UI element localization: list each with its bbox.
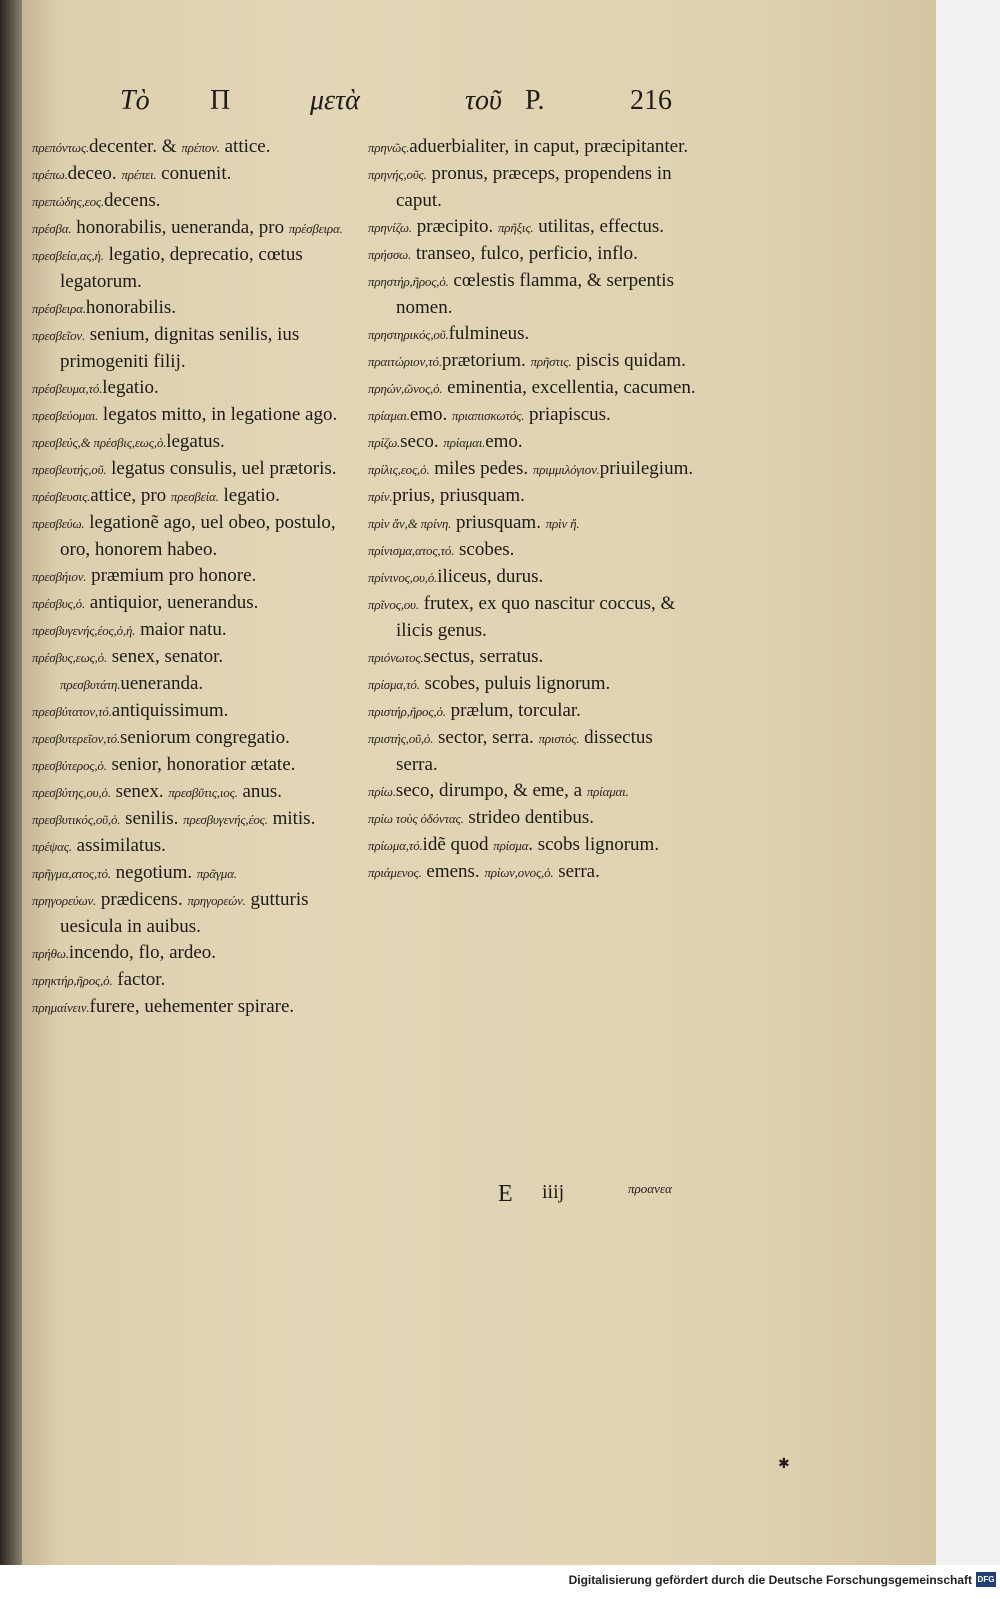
greek-headword: πρίωμα,τό.: [368, 838, 423, 853]
dictionary-entry: [368, 268, 698, 321]
latin-gloss: maior natu.: [135, 619, 227, 640]
greek-headword: πρηστήρ,ῆρος,ὁ.: [368, 274, 449, 289]
dictionary-entry: [368, 402, 698, 429]
dfg-logo: DFG: [976, 1572, 996, 1587]
running-head-part: Ρ.: [525, 85, 545, 116]
latin-gloss: transeo, fulco, perficio, inflo.: [411, 243, 638, 264]
latin-gloss: assimilatus.: [71, 835, 166, 856]
dictionary-entry: [368, 348, 698, 375]
dictionary-entry: [368, 644, 698, 671]
greek-headword: πρεσβεῖον.: [32, 328, 86, 343]
footer-credit: Digitalisierung gefördert durch die Deutsche Forschungsgemeinschaft: [568, 1573, 972, 1587]
dictionary-entry: [32, 295, 362, 322]
latin-gloss: furere, uehementer spirare.: [89, 996, 295, 1017]
latin-gloss: prælum, torcular.: [445, 700, 581, 721]
latin-gloss: seco, dirumpo, & eme, a: [395, 780, 587, 801]
greek-headword: πριόνωτος.: [368, 650, 424, 665]
dictionary-entry: [368, 778, 698, 805]
latin-gloss: honorabilis, ueneranda, pro: [71, 217, 289, 238]
latin-gloss: priapiscus.: [524, 404, 611, 425]
greek-headword: πρίω.: [368, 784, 396, 799]
greek-headword: πρεσβύτερος,ὁ.: [32, 758, 107, 773]
greek-term: πρέσβειρα.: [288, 221, 343, 236]
dictionary-entry: [32, 322, 362, 375]
greek-headword: πρίαμαι.: [368, 408, 410, 423]
latin-gloss: anus.: [237, 781, 283, 802]
latin-gloss: . scobs lignorum.: [528, 834, 660, 855]
latin-gloss: frutex, ex quo nascitur coccus, & ilicis genus.: [396, 593, 676, 641]
greek-headword: πρεσβυγενής,έος,ὁ,ἡ.: [32, 623, 136, 638]
latin-gloss: senex.: [110, 781, 169, 802]
latin-gloss: senilis.: [120, 808, 184, 829]
greek-headword: πρίω τοὺς ὀδόντας.: [368, 811, 464, 826]
latin-gloss: ueneranda.: [120, 673, 204, 694]
greek-headword: πρεσβεία,ας,ἡ.: [32, 248, 104, 263]
latin-gloss: sector, serra.: [433, 727, 539, 748]
latin-gloss: legatio.: [102, 377, 159, 398]
dictionary-entry: [32, 752, 362, 779]
greek-headword: πραιτώριον,τό.: [368, 354, 442, 369]
latin-gloss: decens.: [104, 190, 161, 211]
latin-gloss: deceo.: [67, 163, 122, 184]
dictionary-entry: [368, 456, 698, 483]
greek-headword: πρεπόντως.: [32, 140, 90, 155]
greek-headword: πρίζω.: [368, 435, 401, 450]
latin-gloss: seniorum congregatio.: [120, 727, 290, 748]
dictionary-entry: [32, 779, 362, 806]
greek-headword: πρίν.: [368, 489, 393, 504]
dictionary-entry: [32, 510, 362, 563]
dictionary-entry: [368, 321, 698, 348]
greek-term: πρίαμαι.: [586, 784, 629, 799]
latin-gloss: antiquissimum.: [111, 700, 229, 721]
greek-term: πρῆξις.: [497, 220, 534, 235]
latin-gloss: pronus, præceps, propendens in caput.: [396, 163, 672, 211]
dictionary-entry: [32, 134, 362, 161]
dictionary-entry: [368, 375, 698, 402]
dictionary-entry: [32, 725, 362, 752]
dictionary-entry: [368, 564, 698, 591]
latin-gloss: negotium.: [110, 862, 197, 883]
latin-gloss: conuenit.: [156, 163, 232, 184]
dictionary-entry: [32, 806, 362, 833]
latin-gloss: decenter. &: [89, 136, 182, 157]
dictionary-entry: [32, 215, 362, 242]
greek-headword: πρεσβεύω.: [32, 516, 85, 531]
signature-letter: E: [498, 1181, 513, 1207]
greek-headword: πρηών,ῶνος,ὁ.: [368, 381, 443, 396]
greek-headword: πριστήρ,ῆρος,ὁ.: [368, 704, 446, 719]
latin-gloss: legatus.: [166, 431, 225, 452]
latin-gloss: piscis quidam.: [571, 350, 686, 371]
greek-headword: πρέσβευσις.: [32, 489, 91, 504]
dictionary-entry: [32, 188, 362, 215]
greek-headword: πρεσβήιον.: [32, 569, 87, 584]
latin-gloss: legatos mitto, in legatione ago.: [98, 404, 338, 425]
latin-gloss: fulmineus.: [448, 323, 530, 344]
greek-headword: πρέπω.: [32, 167, 68, 182]
greek-term: πριαπισκωτός.: [452, 408, 525, 423]
dictionary-entry: [368, 429, 698, 456]
latin-gloss: emo.: [485, 431, 523, 452]
dictionary-entry: [368, 725, 698, 778]
greek-headword: πρηγορεύων.: [32, 893, 97, 908]
running-head-part: Π: [210, 85, 231, 116]
latin-gloss: seco.: [400, 431, 444, 452]
greek-term: πριστός.: [538, 731, 580, 746]
greek-term: πρίων,ονος,ὁ.: [484, 865, 554, 880]
greek-headword: πρηκτήρ,ῆρος,ὁ.: [32, 973, 113, 988]
running-head-part: Τὸ: [120, 85, 150, 116]
latin-gloss: emo.: [409, 404, 453, 425]
greek-headword: πρημαίνειν.: [32, 1000, 90, 1015]
latin-gloss: emens.: [421, 861, 485, 882]
greek-headword: πρηστηρικός,οῦ.: [368, 327, 449, 342]
latin-gloss: factor.: [112, 969, 166, 990]
greek-headword: πρέσβευμα,τό.: [32, 381, 103, 396]
dictionary-entry: [368, 214, 698, 241]
latin-gloss: priusquam.: [451, 512, 546, 533]
dictionary-entry: [32, 698, 362, 725]
latin-gloss: utilitas, effectus.: [533, 216, 664, 237]
latin-gloss: mitis.: [267, 808, 316, 829]
dictionary-entry: [368, 671, 698, 698]
dictionary-entry: [368, 805, 698, 832]
dictionary-entry: [32, 590, 362, 617]
greek-headword: πρῖνος,ου.: [368, 597, 419, 612]
greek-term: πρεσβυτάτη.: [60, 677, 121, 692]
greek-term: πρεσβυγενής,έος.: [183, 812, 268, 827]
greek-headword: πρεσβύτης,ου,ὁ.: [32, 785, 111, 800]
latin-gloss: attice, pro: [90, 485, 171, 506]
latin-gloss: prætorium.: [441, 350, 531, 371]
latin-gloss: iliceus, durus.: [437, 566, 544, 587]
latin-gloss: idẽ quod: [422, 834, 494, 855]
latin-gloss: senior, honoratior ætate.: [106, 754, 296, 775]
dictionary-entry: [368, 859, 698, 886]
signature-numeral: iiij: [542, 1181, 565, 1203]
dictionary-entry: [32, 860, 362, 887]
latin-gloss: dissectus serra.: [396, 727, 653, 775]
greek-term: πριμμιλόγιον.: [532, 462, 600, 477]
end-mark: ✱: [778, 1457, 790, 1472]
scan-margin: [936, 0, 1000, 1565]
greek-headword: πρέψας.: [32, 839, 72, 854]
greek-headword: πρίλις,εος,ὁ.: [368, 462, 430, 477]
latin-gloss: legationẽ ago, uel obeo, postulo, oro, honorem habeo.: [60, 512, 336, 560]
greek-term: πρέπον.: [181, 140, 220, 155]
dictionary-entry: [32, 644, 362, 698]
latin-gloss: gutturis uesicula in auibus.: [60, 889, 309, 937]
dictionary-entry: [368, 510, 698, 537]
greek-headword: πρήσσω.: [368, 247, 412, 262]
dictionary-entry: [368, 161, 698, 214]
greek-headword: πρῆγμα,ατος,τό.: [32, 866, 111, 881]
greek-headword: πρέσβυς,ὁ.: [32, 596, 86, 611]
greek-term: πρὶν ἤ.: [545, 516, 580, 531]
greek-term: πρίαμαι.: [443, 435, 486, 450]
latin-gloss: prius, priusquam.: [392, 485, 525, 506]
latin-gloss: aduerbialiter, in caput, præcipitanter.: [409, 136, 689, 157]
greek-headword: πριάμενος.: [368, 865, 422, 880]
dictionary-entry: [368, 832, 698, 859]
latin-gloss: cœlestis flamma, & serpentis nomen.: [396, 270, 674, 318]
running-head-part: τοῦ: [465, 85, 502, 116]
dictionary-entry: [32, 456, 362, 483]
dictionary-entry: [368, 591, 698, 644]
right-column: [368, 134, 698, 886]
latin-gloss: honorabilis.: [85, 297, 177, 318]
latin-gloss: antiquior, uenerandus.: [85, 592, 259, 613]
latin-gloss: legatio.: [218, 485, 280, 506]
greek-headword: πρέσβειρα.: [32, 301, 86, 316]
greek-headword: πρέσβυς,εως,ὁ.: [32, 650, 108, 665]
latin-gloss: incendo, flo, ardeo.: [68, 942, 217, 963]
greek-headword: πρεσβυτικός,οῦ,ὁ.: [32, 812, 121, 827]
greek-headword: πρηνῶς.: [368, 140, 410, 155]
dictionary-entry: [368, 698, 698, 725]
latin-gloss: miles pedes.: [429, 458, 533, 479]
greek-headword: πρήθω.: [32, 946, 69, 961]
dictionary-entry: [368, 537, 698, 564]
dictionary-entry: [32, 967, 362, 994]
latin-gloss: eminentia, excellentia, cacumen.: [442, 377, 696, 398]
latin-gloss: sectus, serratus.: [423, 646, 544, 667]
greek-headword: πρεσβεύομαι.: [32, 408, 99, 423]
dictionary-entry: [32, 617, 362, 644]
latin-gloss: serra.: [553, 861, 600, 882]
greek-headword: πρηνίζω.: [368, 220, 412, 235]
footer-bar: [0, 1565, 1000, 1599]
latin-gloss: priuilegium.: [599, 458, 694, 479]
latin-gloss: scobes, puluis lignorum.: [419, 673, 611, 694]
dictionary-entry: [32, 563, 362, 590]
left-column: [32, 134, 362, 1021]
latin-gloss: prædicens.: [96, 889, 188, 910]
greek-headword: πρίσμα,τό.: [368, 677, 420, 692]
latin-gloss: strideo dentibus.: [463, 807, 595, 828]
latin-gloss: præcipito.: [411, 216, 498, 237]
greek-headword: πρεσβυτερεῖον,τό.: [32, 731, 120, 746]
greek-headword: πρεσβύτατον,τό.: [32, 704, 112, 719]
dictionary-entry: [32, 429, 362, 456]
latin-gloss: legatio, deprecatio, cœtus legatorum.: [60, 244, 303, 292]
dictionary-entry: [32, 402, 362, 429]
dictionary-entry: [368, 134, 698, 161]
greek-term: πρηγορεών.: [187, 893, 246, 908]
book-spine: [0, 0, 22, 1565]
latin-gloss: legatus consulis, uel prætoris.: [106, 458, 337, 479]
greek-term: πρεσβῦτις,ιος.: [168, 785, 238, 800]
greek-headword: πρηνής,οῦς.: [368, 167, 427, 182]
dictionary-entry: [32, 887, 362, 940]
dictionary-entry: [32, 161, 362, 188]
catchword: προανεα: [628, 1181, 672, 1196]
greek-headword: πρίνινος,ου,ὁ.: [368, 570, 438, 585]
latin-gloss: senium, dignitas senilis, ius primogeniti filij.: [60, 324, 300, 372]
dictionary-entry: [32, 242, 362, 295]
running-head-part: μετὰ: [310, 85, 360, 116]
dictionary-entry: [368, 241, 698, 268]
greek-headword: πριστής,οῦ,ὁ.: [368, 731, 434, 746]
page-number: 216: [630, 85, 672, 116]
dictionary-entry: [32, 940, 362, 967]
greek-term: πρέπει.: [121, 167, 157, 182]
dictionary-entry: [32, 483, 362, 510]
greek-term: πρίσμα: [493, 838, 529, 853]
latin-gloss: senex, senator.: [107, 646, 224, 667]
greek-headword: πρὶν ἄν,& πρίνη.: [368, 516, 452, 531]
greek-headword: πρίνισμα,ατος,τό.: [368, 543, 455, 558]
greek-headword: πρεσβεύς,& πρέσβις,εως,ὁ.: [32, 435, 167, 450]
greek-term: πρῆστις.: [530, 354, 572, 369]
latin-gloss: præmium pro honore.: [86, 565, 257, 586]
running-head: [120, 85, 690, 125]
greek-headword: πρεσβευτής,οῦ.: [32, 462, 107, 477]
greek-headword: πρεπώδης,εος.: [32, 194, 105, 209]
greek-term: πρεσβεία.: [170, 489, 219, 504]
dictionary-entry: [32, 833, 362, 860]
greek-headword: πρέσβα.: [32, 221, 72, 236]
greek-term: πρᾶγμα.: [196, 866, 237, 881]
dictionary-entry: [368, 483, 698, 510]
latin-gloss: scobes.: [454, 539, 515, 560]
dictionary-entry: [32, 375, 362, 402]
latin-gloss: attice.: [219, 136, 271, 157]
dictionary-entry: [32, 994, 362, 1021]
signature-line: [498, 1181, 738, 1211]
